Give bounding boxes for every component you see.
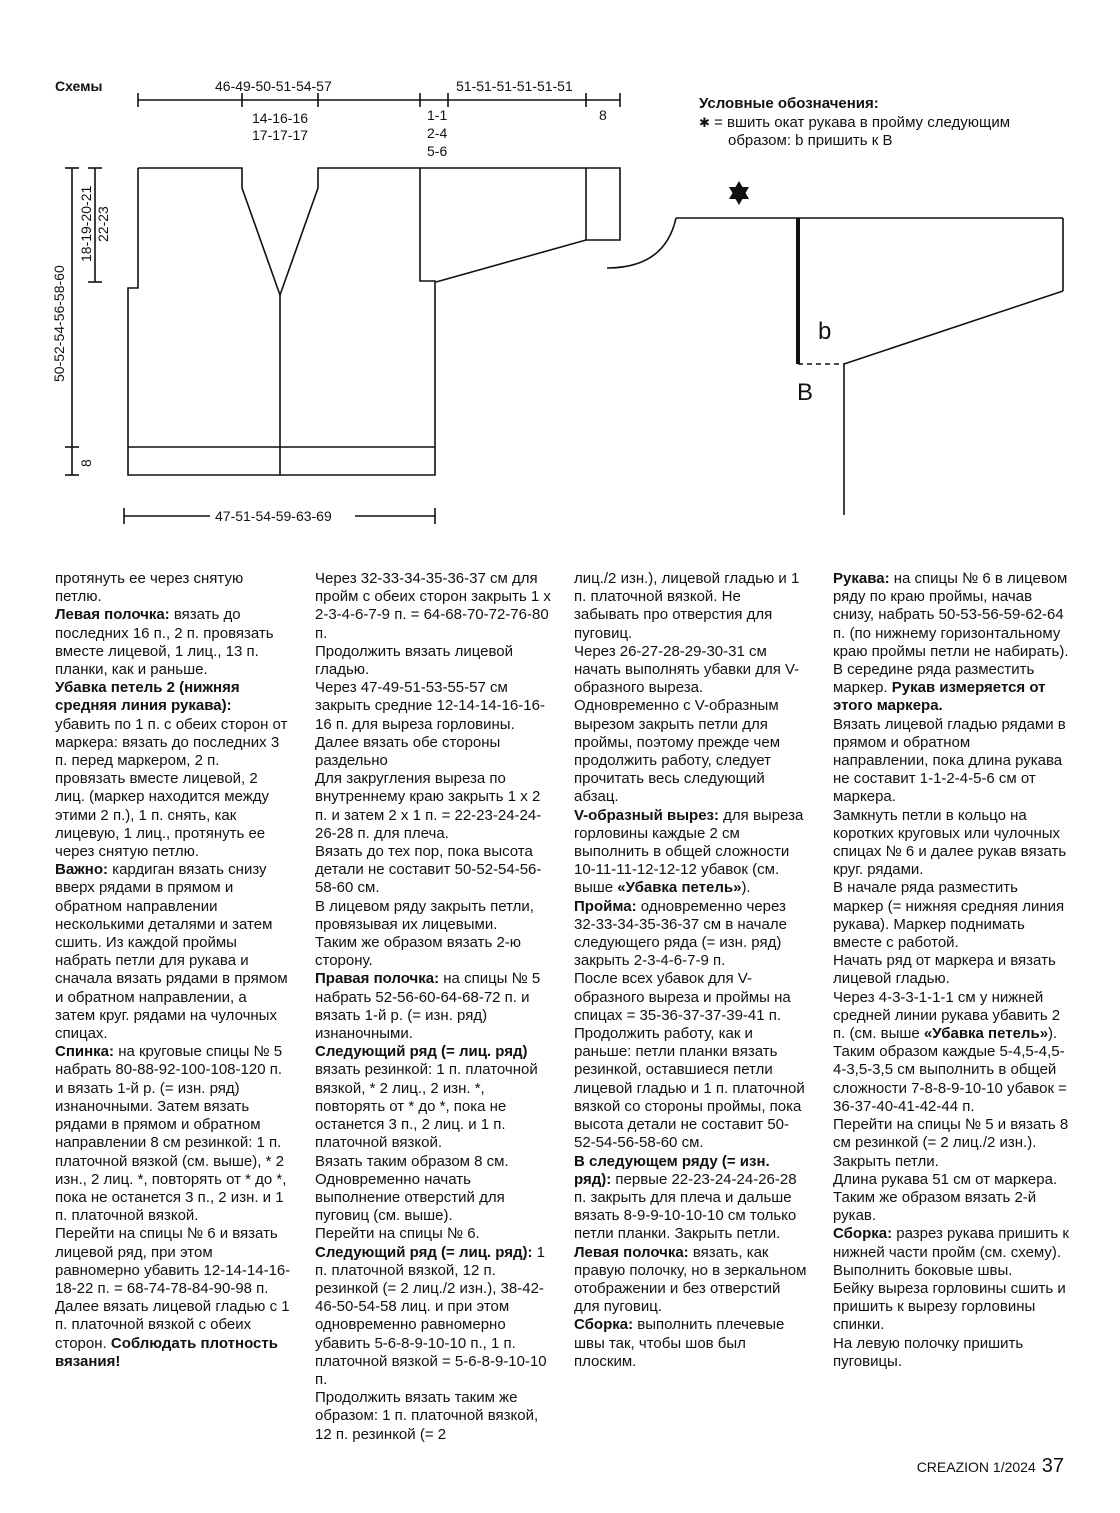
paragraph xyxy=(833,1189,1069,1225)
paragraph xyxy=(315,934,551,970)
text: первые 22-23-24-24-26-28 п. закрыть для плеча и дальше вязать 8-9-9-10-10-10 см только петли планки. Закрыть петли. xyxy=(574,1170,797,1243)
text: Для закругления выреза по внутреннему краю закрыть 1 х 2 п. и затем 2 х 1 п. = 22-23-24-24-26-28 п. для плеча. xyxy=(315,770,542,842)
paragraph xyxy=(833,879,1069,952)
dim-top-width: 46-49-50-51-54-57 xyxy=(215,78,332,94)
legend-text-1: = вшить окат рукава в пройму следующим xyxy=(714,114,1011,131)
dim-bottom-width: 47-51-54-59-63-69 xyxy=(215,508,332,524)
bold-text: «Убавка петель» xyxy=(923,1025,1049,1043)
text: 1 п. платочной вязкой, 12 п. резинкой (= 2 лиц./2 изн.), 38-42-46-50-54-58 лиц. и при этом одновременно равномерно убавить 5-6-8-9-10-10 п., 1 п. платочной вязкой = 5-6-8-9-10-10 п. xyxy=(315,1243,547,1388)
dim-taper-1: 1-1 xyxy=(427,107,448,123)
paragraph xyxy=(833,989,1069,1116)
bold-text: Следующий ряд (= лиц. ряд): xyxy=(315,1243,533,1261)
magazine-issue: CREAZION 1/2024 xyxy=(916,1459,1036,1475)
text-column-3 xyxy=(574,570,810,1371)
paragraph xyxy=(833,807,1069,880)
text: Одновременно с V-образным вырезом закрыть петли для проймы, поэтому прежде чем продолжить работу, следует прочитать весь следующий абзац. xyxy=(574,697,781,806)
text: Длина рукава 51 см от маркера. xyxy=(833,1170,1058,1188)
text: ). Таким образом каждые 5-4,5-4,5-4-3,5-3,5 см выполнить в общей сложности 7-8-8-9-10-10 убавок = 36-37-40-41-42-44 п. xyxy=(833,1025,1067,1115)
paragraph xyxy=(315,1153,551,1226)
text: убавить по 1 п. с обеих сторон от маркера: вязать до последних 3 п. перед маркером, 2 п. провязать вместе лицевой, 2 лиц. (маркер находится между этими 2 п.), 1 п. снять, как лицевую, 1 лиц., протянуть ее через снятую петлю. xyxy=(55,715,288,861)
page-footer xyxy=(917,1455,1064,1478)
text-column-4 xyxy=(833,570,1069,1371)
text: В лицевом ряду закрыть петли, провязывая их лицевыми. xyxy=(315,897,534,933)
text: Таким же образом вязать 2-й рукав. xyxy=(833,1188,1037,1225)
text: на спицы № 6 в лицевом ряду по краю проймы, начав снизу, набрать 50-53-56-59-62-64 п. (по нижнему горизонтальному краю проймы петли не набирать). xyxy=(833,570,1069,660)
text: На левую полочку пришить пуговицы. xyxy=(833,1334,1024,1370)
bold-text: Важно: xyxy=(55,861,109,879)
bold-text: Пройма: xyxy=(574,897,637,915)
asterisk-icon xyxy=(729,181,749,205)
bold-text: Левая полочка: xyxy=(574,1243,689,1261)
label-b-small: b xyxy=(818,318,832,345)
paragraph xyxy=(833,1335,1069,1371)
dim-sleeve-cuff: 8 xyxy=(599,107,607,123)
paragraph xyxy=(833,716,1069,807)
text: Перейти на спицы № 5 и вязать 8 см резинкой (= 2 лиц./2 изн.). Закрыть петли. xyxy=(833,1116,1069,1170)
paragraph xyxy=(55,679,291,861)
paragraph xyxy=(315,643,551,679)
text: на спицы № 5 набрать 52-56-60-64-68-72 п. и вязать 1-й р. (= изн. ряд) изнаночными. xyxy=(315,970,541,1043)
bold-text: Рукав измеряется от этого маркера. xyxy=(833,679,1046,715)
paragraph xyxy=(574,898,810,971)
bold-text: Рукава: xyxy=(833,570,890,587)
legend-line-1 xyxy=(699,114,1010,132)
text: Таким же образом вязать 2-ю сторону. xyxy=(315,934,522,970)
paragraph xyxy=(315,970,551,1043)
dim-taper-3: 5-6 xyxy=(427,143,448,159)
dim-taper-2: 2-4 xyxy=(427,125,448,141)
paragraph xyxy=(315,679,551,734)
paragraph xyxy=(55,861,291,1043)
asterisk-small-icon: ✱ xyxy=(699,115,710,130)
bold-text: Левая полочка: xyxy=(55,606,170,624)
bold-text: Убавка петель 2 (нижняя средняя линия рукава): xyxy=(55,679,240,715)
dim-sleeve-length: 51-51-51-51-51-51 xyxy=(456,78,573,94)
text: выполнить плечевые швы так, чтобы шов был плоским. xyxy=(574,1316,785,1370)
text: Далее вязать обе стороны раздельно xyxy=(315,733,501,770)
paragraph xyxy=(833,661,1069,716)
text: Вязать лицевой гладью рядами в прямом и обратном направлении, пока длина рукава не составит 1-1-2-4-5-6 см от маркера. xyxy=(833,715,1066,806)
legend-title: Условные обозначения: xyxy=(699,95,879,112)
label-b-big: B xyxy=(797,379,814,406)
text: на круговые спицы № 5 набрать 80-88-92-100-108-120 п. и вязать 1-й р. (= изн. ряд) изнаночными. Затем вязать рядами в прямом и обратном направлении 8 см резинкой: 1 п. платочной вязкой (см. выше), * 2 изн., 2 лиц. *, повторять от * до *, пока не останется 3 п., 2 изн. и 1 п. платочной вязкой. xyxy=(55,1043,287,1225)
text: вязать, как правую полочку, но в зеркальном отображении и без отверстий для пуговиц. xyxy=(574,1243,807,1316)
bold-text: Правая полочка: xyxy=(315,970,440,988)
bold-text: «Убавка петель» xyxy=(617,879,742,897)
dim-neck-1: 14-16-16 xyxy=(252,110,309,126)
bold-text: В следующем ряду (= изн. ряд): xyxy=(574,1152,770,1188)
text: Через 4-3-3-1-1-1 см у нижней средней линии рукава убавить 2 п. (см. выше xyxy=(833,988,1061,1043)
bold-text: Соблюдать плотность вязания! xyxy=(55,1334,278,1370)
text: кардиган вязать снизу вверх рядами в прямом и обратном направлении несколькими деталями и затем сшить. Из каждой проймы набрать петли для рукава и сначала вязать рядами в прямом и обратном направлении, а затем круг. рядами на чулочных спицах. xyxy=(55,861,288,1043)
text: Перейти на спицы № 6 и вязать лицевой ряд, при этом равномерно убавить 12-14-14-16-18-22 п. = 68-74-78-84-90-98 п. xyxy=(55,1225,291,1297)
paragraph xyxy=(55,1225,291,1298)
text: вязать до последних 16 п., 2 п. провязать вместе лицевой, 1 лиц., 13 п. планки, как и раньше. xyxy=(55,606,274,679)
paragraph xyxy=(574,570,810,643)
text: Через 47-49-51-53-55-57 см закрыть средние 12-14-14-16-16-16 п. для выреза горловины. xyxy=(315,679,545,733)
paragraph xyxy=(55,606,291,679)
paragraph xyxy=(574,643,810,698)
dim-armhole-1: 18-19-20-21 xyxy=(78,185,94,262)
paragraph xyxy=(574,1153,810,1244)
paragraph xyxy=(315,770,551,843)
paragraph xyxy=(315,1043,551,1152)
page-number: 37 xyxy=(1041,1455,1064,1477)
bold-text: V-образный вырез: xyxy=(574,806,719,824)
text: вязать резинкой: 1 п. платочной вязкой, * 2 лиц., 2 изн. *, повторять от * до *, пока не останется 3 п., 2 лиц. и 1 п. платочной вязкой. xyxy=(315,1061,538,1152)
text: разрез рукава пришить к нижней части пройм (см. схему). Выполнить боковые швы. xyxy=(833,1225,1069,1279)
paragraph xyxy=(315,898,551,934)
paragraph xyxy=(574,807,810,898)
text: Через 32-33-34-35-36-37 см для пройм с обеих сторон закрыть 1 х 2-3-4-6-7-9 п. = 64-68-70-72-76-80 п. xyxy=(315,570,551,642)
text: Продолжить вязать лицевой гладью. xyxy=(315,642,514,679)
paragraph xyxy=(833,570,1069,661)
paragraph xyxy=(574,1025,810,1152)
text: протянуть ее через снятую петлю. xyxy=(55,570,244,606)
paragraph xyxy=(315,843,551,898)
dim-rib-height: 8 xyxy=(78,459,94,467)
paragraph xyxy=(315,1225,551,1243)
bold-text: Следующий ряд (= лиц. ряд) xyxy=(315,1043,528,1061)
text: для выреза горловины каждые 2 см выполнить в общей сложности 10-11-11-12-12-12 убавок (см. выше xyxy=(574,806,804,897)
paragraph xyxy=(574,1244,810,1317)
text: одновременно через 32-33-34-35-36-37 см в начале следующего ряда (= изн. ряд) закрыть 2-3-4-6-7-9 п. xyxy=(574,897,787,970)
paragraph xyxy=(55,1298,291,1371)
paragraph xyxy=(833,1225,1069,1280)
schemes-title: Схемы xyxy=(55,78,103,94)
text: В начале ряда разместить маркер (= нижняя средняя линия рукава). Маркер поднимать вместе с работой. xyxy=(833,879,1065,952)
text: лиц./2 изн.), лицевой гладью и 1 п. платочной вязкой. Не забывать про отверстия для пуговиц. xyxy=(574,570,800,642)
text: Начать ряд от маркера и вязать лицевой гладью. xyxy=(833,952,1056,988)
paragraph xyxy=(574,697,810,806)
text: Бейку выреза горловины сшить и пришить к вырезу горловины спинки. xyxy=(833,1279,1066,1334)
bold-text: Сборка: xyxy=(833,1225,893,1243)
paragraph xyxy=(574,970,810,1025)
paragraph xyxy=(315,570,551,643)
paragraph xyxy=(833,1171,1069,1189)
paragraph xyxy=(833,1116,1069,1171)
text: Перейти на спицы № 6. xyxy=(315,1225,480,1243)
paragraph xyxy=(315,1244,551,1390)
bold-text: Сборка: xyxy=(574,1316,634,1334)
text: Вязать до тех пор, пока высота детали не составит 50-52-54-56-58-60 см. xyxy=(315,843,542,897)
dim-armhole-2: 22-23 xyxy=(95,206,111,242)
text-column-1 xyxy=(55,570,291,1371)
text: Продолжить работу, как и раньше: петли планки вязать резинкой, оставшиеся петли лицевой гладью и 1 п. платочной вязкой со стороны проймы, пока высота детали не составит 50-52-54-56-58-60 см. xyxy=(574,1025,805,1152)
text: Замкнуть петли в кольцо на коротких круговых или чулочных спицах № 6 и далее рукав вязать круг. рядами. xyxy=(833,806,1067,879)
dim-neck-2: 17-17-17 xyxy=(252,127,309,143)
text: ). xyxy=(741,879,751,897)
dim-body-height: 50-52-54-56-58-60 xyxy=(51,265,67,382)
bold-text: Спинка: xyxy=(55,1043,115,1061)
text: Через 26-27-28-29-30-31 см начать выполнять убавки для V-образного выреза. xyxy=(574,642,800,697)
body-outline xyxy=(128,168,435,475)
sleeve-outline xyxy=(420,168,620,282)
text-column-2 xyxy=(315,570,551,1444)
paragraph xyxy=(574,1316,810,1371)
legend-line-2: образом: b пришить к B xyxy=(728,132,893,149)
paragraph xyxy=(833,952,1069,988)
paragraph xyxy=(315,1389,551,1444)
text: Далее вязать лицевой гладью с 1 п. платочной вязкой с обеих сторон. xyxy=(55,1298,290,1352)
paragraph xyxy=(55,570,291,606)
text: Вязать таким образом 8 см. Одновременно начать выполнение отверстий для пуговиц (см. выше). xyxy=(315,1152,509,1225)
paragraph xyxy=(55,1043,291,1225)
armhole-curve xyxy=(607,218,676,268)
text: После всех убавок для V-образного выреза и проймы на спицах = 35-36-37-37-39-41 п. xyxy=(574,970,791,1024)
paragraph xyxy=(315,734,551,770)
text: В середине ряда разместить маркер. xyxy=(833,661,1035,697)
text: Продолжить вязать таким же образом: 1 п. платочной вязкой, 12 п. резинкой (= 2 xyxy=(315,1389,539,1443)
paragraph xyxy=(833,1280,1069,1335)
